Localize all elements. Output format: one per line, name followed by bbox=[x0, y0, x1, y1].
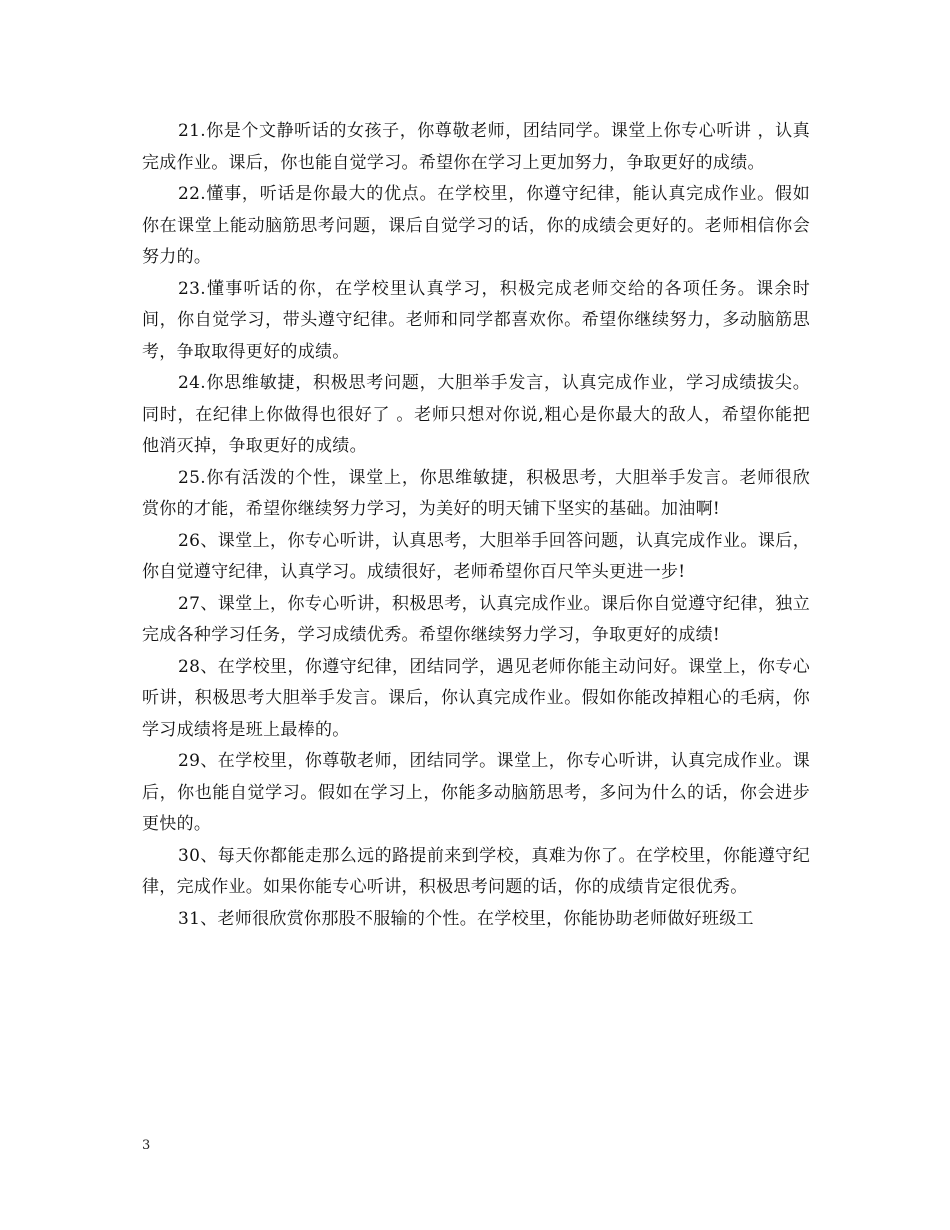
paragraph-26: 26、课堂上，你专心听讲，认真思考，大胆举手回答问题，认真完成作业。课后，你自觉遵守纪律，认真学习。成绩很好，老师希望你百尺竿头更进一步! bbox=[142, 530, 810, 582]
paragraph-28: 28、在学校里，你遵守纪律，团结同学，遇见老师你能主动问好。课堂上，你专心听讲，积极思考大胆举手发言。课后，你认真完成作业。假如你能改掉粗心的毛病，你学习成绩将是班上最棒的。 bbox=[142, 656, 810, 740]
paragraph-21: 21.你是个文静听话的女孩子，你尊敬老师，团结同学。课堂上你专心听讲 ，认真完成作业。课后，你也能自觉学习。希望你在学习上更加努力，争取更好的成绩。 bbox=[142, 121, 810, 173]
paragraph-24: 24.你思维敏捷，积极思考问题，大胆举手发言，认真完成作业，学习成绩拔尖。同时，在纪律上你做得也很好了 。老师只想对你说,粗心是你最大的敌人，希望你能把他消灭掉，争取更好的成绩。 bbox=[142, 373, 810, 456]
paragraph-29: 29、在学校里，你尊敬老师，团结同学。课堂上，你专心听讲，认真完成作业。课后，你也能自觉学习。假如在学习上，你能多动脑筋思考，多问为什么的话，你会进步更快的。 bbox=[142, 751, 810, 834]
document-body bbox=[142, 116, 810, 935]
paragraph-31: 31、老师很欣赏你那股不服输的个性。在学校里，你能协助老师做好班级工 bbox=[178, 908, 754, 929]
paragraph-23: 23.懂事听话的你，在学校里认真学习，积极完成老师交给的各项任务。课余时间，你自觉学习，带头遵守纪律。老师和同学都喜欢你。希望你继续努力，多动脑筋思考，争取取得更好的成绩。 bbox=[142, 278, 810, 362]
page-number: 3 bbox=[142, 1138, 151, 1153]
paragraph-27: 27、课堂上，你专心听讲，积极思考，认真完成作业。课后你自觉遵守纪律，独立完成各种学习任务，学习成绩优秀。希望你继续努力学习，争取更好的成绩! bbox=[142, 593, 810, 645]
paragraph-25: 25.你有活泼的个性，课堂上，你思维敏捷，积极思考，大胆举手发言。老师很欣赏你的才能，希望你继续努力学习，为美好的明天铺下坚实的基础。加油啊! bbox=[142, 467, 810, 519]
paragraph-22: 22.懂事，听话是你最大的优点。在学校里，你遵守纪律，能认真完成作业。假如你在课堂上能动脑筋思考问题，课后自觉学习的话，你的成绩会更好的。老师相信你会努力的。 bbox=[142, 184, 810, 267]
paragraph-30: 30、每天你都能走那么远的路提前来到学校，真难为你了。在学校里，你能遵守纪律，完成作业。如果你能专心听讲，积极思考问题的话，你的成绩肯定很优秀。 bbox=[142, 845, 810, 897]
